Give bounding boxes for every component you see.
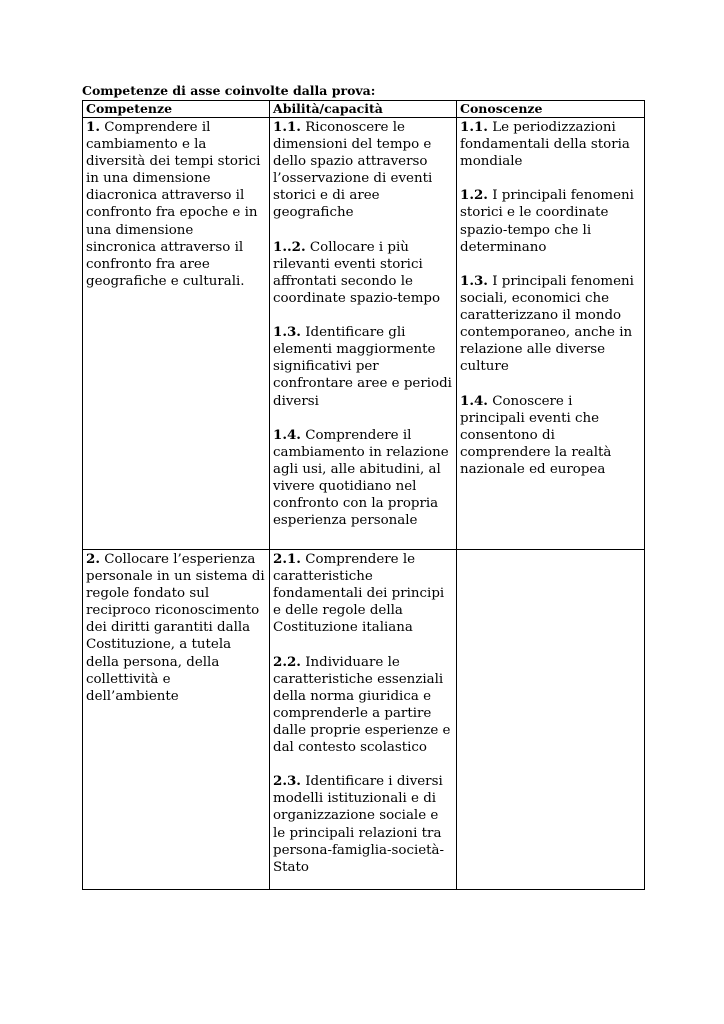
- conoscenze-cell-empty: [457, 550, 645, 890]
- item-text: Comprendere le caratteristiche fondamentali dei principi e delle regole della Costituzione italiana: [273, 552, 445, 636]
- competenza-cell: [83, 118, 270, 550]
- item-text: Conoscere i principali eventi che consentono di comprendere la realtà nazionale ed europea: [460, 393, 612, 477]
- item-number: 2.1.: [273, 551, 301, 567]
- abilita-cell: [270, 550, 457, 890]
- item-number: 1.: [86, 119, 100, 135]
- header-conoscenze: Conoscenze: [457, 101, 645, 118]
- item-number: 1.1.: [460, 119, 488, 135]
- competenza-cell: [83, 550, 270, 890]
- item-number: 1.3.: [273, 324, 301, 341]
- item-text: Riconoscere le dimensioni del tempo e dello spazio attraverso l’osservazione di eventi storici e di aree geografiche: [273, 120, 433, 221]
- item-text: I principali fenomeni sociali, economici che caratterizzano il mondo contemporaneo, anche in relazione alle diverse culture: [460, 273, 634, 375]
- header-abilita: Abilità/capacità: [270, 101, 457, 118]
- item-text: Identificare i diversi modelli istituzionali e di organizzazione sociale e le principali relazioni tra persona-famiglia-società-Stato: [273, 774, 445, 875]
- conoscenza-item: [460, 273, 641, 376]
- table-header-row: [83, 101, 645, 118]
- item-text: Collocare i più rilevanti eventi storici affrontati secondo le coordinate spazio-tempo: [273, 239, 441, 306]
- conoscenza-item: [460, 393, 641, 478]
- abilita-item: [273, 551, 453, 636]
- abilita-item: [273, 324, 453, 409]
- item-number: 1.4.: [460, 392, 488, 409]
- item-number: 1.3.: [460, 272, 488, 289]
- item-text: Identificare gli elementi maggiormente significativi per confrontare aree e periodi diversi: [273, 325, 452, 409]
- item-text: Individuare le caratteristiche essenziali della norma giuridica e comprenderle a partire dalle proprie esperienze e dal contesto scolastico: [273, 654, 451, 756]
- item-number: 2.: [86, 551, 100, 567]
- abilita-item: [273, 119, 453, 222]
- document-page: [82, 83, 644, 890]
- abilita-item: [273, 654, 453, 757]
- competenza-item: [86, 551, 266, 705]
- abilita-item: [273, 427, 453, 530]
- item-number: 2.2.: [273, 653, 301, 670]
- item-number: 1.4.: [273, 426, 301, 443]
- conoscenza-item: [460, 119, 641, 170]
- competences-table: [82, 100, 645, 890]
- abilita-item: [273, 773, 453, 876]
- abilita-item: [273, 239, 453, 307]
- item-text: I principali fenomeni storici e le coordinate spazio-tempo che li determinano: [460, 188, 634, 255]
- item-number: 1.2.: [460, 187, 488, 204]
- item-text: Le periodizzazioni fondamentali della storia mondiale: [460, 120, 630, 170]
- item-number: 1.1.: [273, 119, 301, 135]
- abilita-cell: [270, 118, 457, 550]
- competenza-item: [86, 119, 266, 290]
- item-text: Collocare l’esperienza personale in un sistema di regole fondato sul reciproco riconoscimento dei diritti garantiti dalla Costituzione, a tutela della persona, della collettività e dell’ambiente: [86, 552, 265, 704]
- section-heading: Competenze di asse coinvolte dalla prova:: [82, 83, 376, 98]
- header-competenze: Competenze: [83, 101, 270, 118]
- table-row: [83, 550, 645, 890]
- item-number: 2.3.: [273, 773, 301, 790]
- item-text: Comprendere il cambiamento in relazione agli usi, alle abitudini, al vivere quotidiano nel confronto con la propria esperienza personale: [273, 427, 449, 529]
- item-text: Comprendere il cambiamento e la diversità dei tempi storici in una dimensione diacronica attraverso il confronto fra epoche e in una dimensione sincronica attraverso il confronto fra aree geografiche e culturali.: [86, 120, 261, 289]
- item-number: 1..2.: [273, 238, 306, 255]
- table-row: [83, 118, 645, 550]
- conoscenza-item: [460, 187, 641, 255]
- conoscenze-cell: [457, 118, 645, 550]
